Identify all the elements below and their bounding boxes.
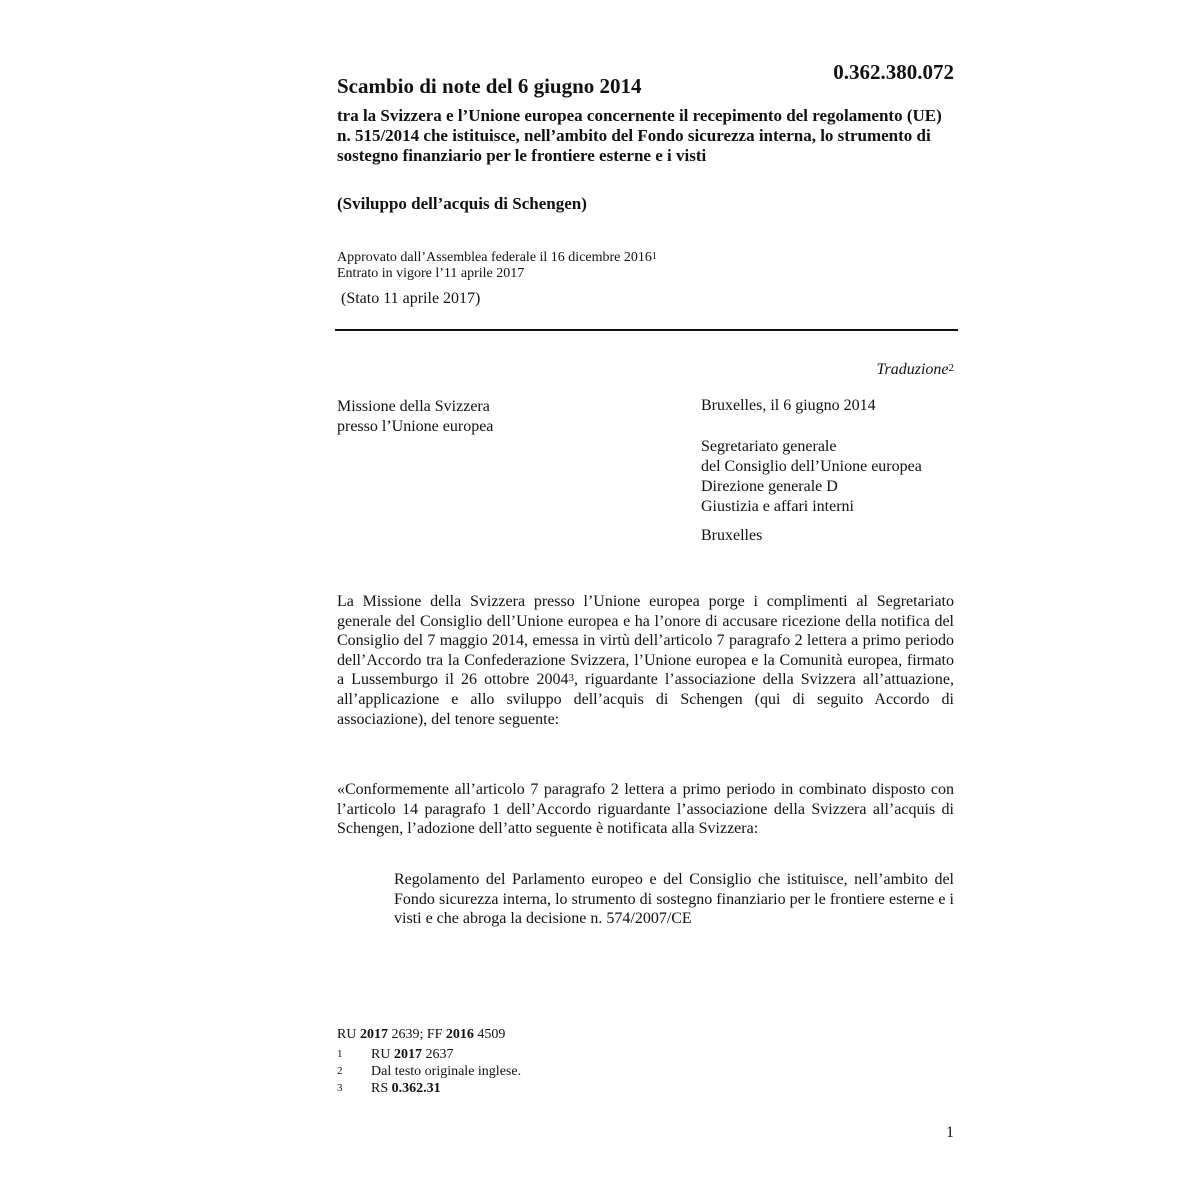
footnote-bold: 2017 [393,1047,422,1062]
sender-line: Missione della Svizzera [337,398,490,415]
footnote-number: 2 [337,1065,343,1077]
paragraph-text: , riguardante l’associazione della Svizzera all’attuazione, all’applicazione e allo sviluppo dell’acquis di Schengen (qui di seguito Accordo di associazione), del tenore seguente: [337,671,954,728]
footnote-text: RU [371,1047,394,1062]
body-paragraph [337,592,954,729]
approval-line: Approvato dall’Assemblea federale il 16 dicembre 2016 [337,250,652,265]
ref-year: 2017 [359,1027,388,1042]
document-number: 0.362.380.072 [833,60,954,84]
ref-text: 2639; FF [387,1027,446,1042]
header-divider [335,329,958,331]
footnote-number: 3 [337,1082,343,1094]
footnote-ref[interactable]: 3 [568,672,574,685]
development-note: (Sviluppo dell’acquis di Schengen) [337,194,587,213]
recipient-line: Giustizia e affari interni [701,498,854,515]
footnote-ref[interactable]: 2 [948,362,954,374]
footnote-text: 2637 [421,1047,454,1062]
document-subtitle: tra la Svizzera e l’Unione europea concernente il recepimento del regolamento (UE) n. 515/2014 che istituisce, nell’ambito del Fondo sicurezza interna, lo strumento di sostegno finanziario per le frontiere esterne e i visti [337,106,942,165]
ref-text: RU [337,1027,360,1042]
sender-line: presso l’Unione europea [337,418,494,435]
recipient-line: Segretariato generale [701,438,837,455]
letter-sender [337,397,493,437]
ref-text: 4509 [473,1027,506,1042]
recipient-city: Bruxelles [701,527,763,544]
letter-recipient [701,437,922,517]
body-paragraph: «Conformemente all’articolo 7 paragrafo 2 lettera a primo periodo in combinato disposto con l’articolo 14 paragrafo 1 dell’Accordo riguardante l’associazione della Svizzera all’acquis di Schengen, l’adozione dell’atto seguente è notificata alla Svizzera: [337,781,954,838]
paragraph-text: La Missione della Svizzera presso l’Unione europea porge i complimenti al Segretariato generale del Consiglio dell’Unione europea e ha l’onore di accusare ricezione della notifica del Consiglio del 7 maggio 2014, emessa in virtù dell’articolo 7 paragrafo 2 lettera a primo periodo dell’Accordo tra la Confederazione Svizzera, l’Unione europea e la Comunità europea, firmato a Lussemburgo il 26 ottobre 2004 [337,593,954,689]
document-title: Scambio di note del 6 giugno 2014 [337,74,642,98]
footnote [337,1081,637,1097]
footnote-text: RS [371,1081,392,1096]
letter-place-date: Bruxelles, il 6 giugno 2014 [701,397,876,414]
in-force-line: Entrato in vigore l’11 aprile 2017 [337,266,525,281]
translation-note [780,361,954,379]
footnote-ref[interactable]: 1 [651,251,657,262]
footnote-number: 1 [337,1048,343,1060]
footnote [337,1047,637,1063]
recipient-line: Direzione generale D [701,478,838,495]
footnote [337,1064,637,1080]
official-references [337,1027,505,1043]
approval-info [337,250,657,282]
footnote-bold: 0.362.31 [391,1081,441,1096]
page-number: 1 [946,1124,954,1141]
quoted-act: Regolamento del Parlamento europeo e del Consiglio che istituisce, nell’ambito del Fondo sicurezza interna, lo strumento di sostegno finanziario per le frontiere esterne e i visti e che abroga la decisione n. 574/2007/CE [394,871,954,928]
ref-year: 2016 [445,1027,474,1042]
footnote-text: Dal testo originale inglese. [371,1064,522,1079]
recipient-line: del Consiglio dell’Unione europea [701,458,922,475]
translation-label: Traduzione [876,361,949,378]
status-line: (Stato 11 aprile 2017) [341,290,481,307]
